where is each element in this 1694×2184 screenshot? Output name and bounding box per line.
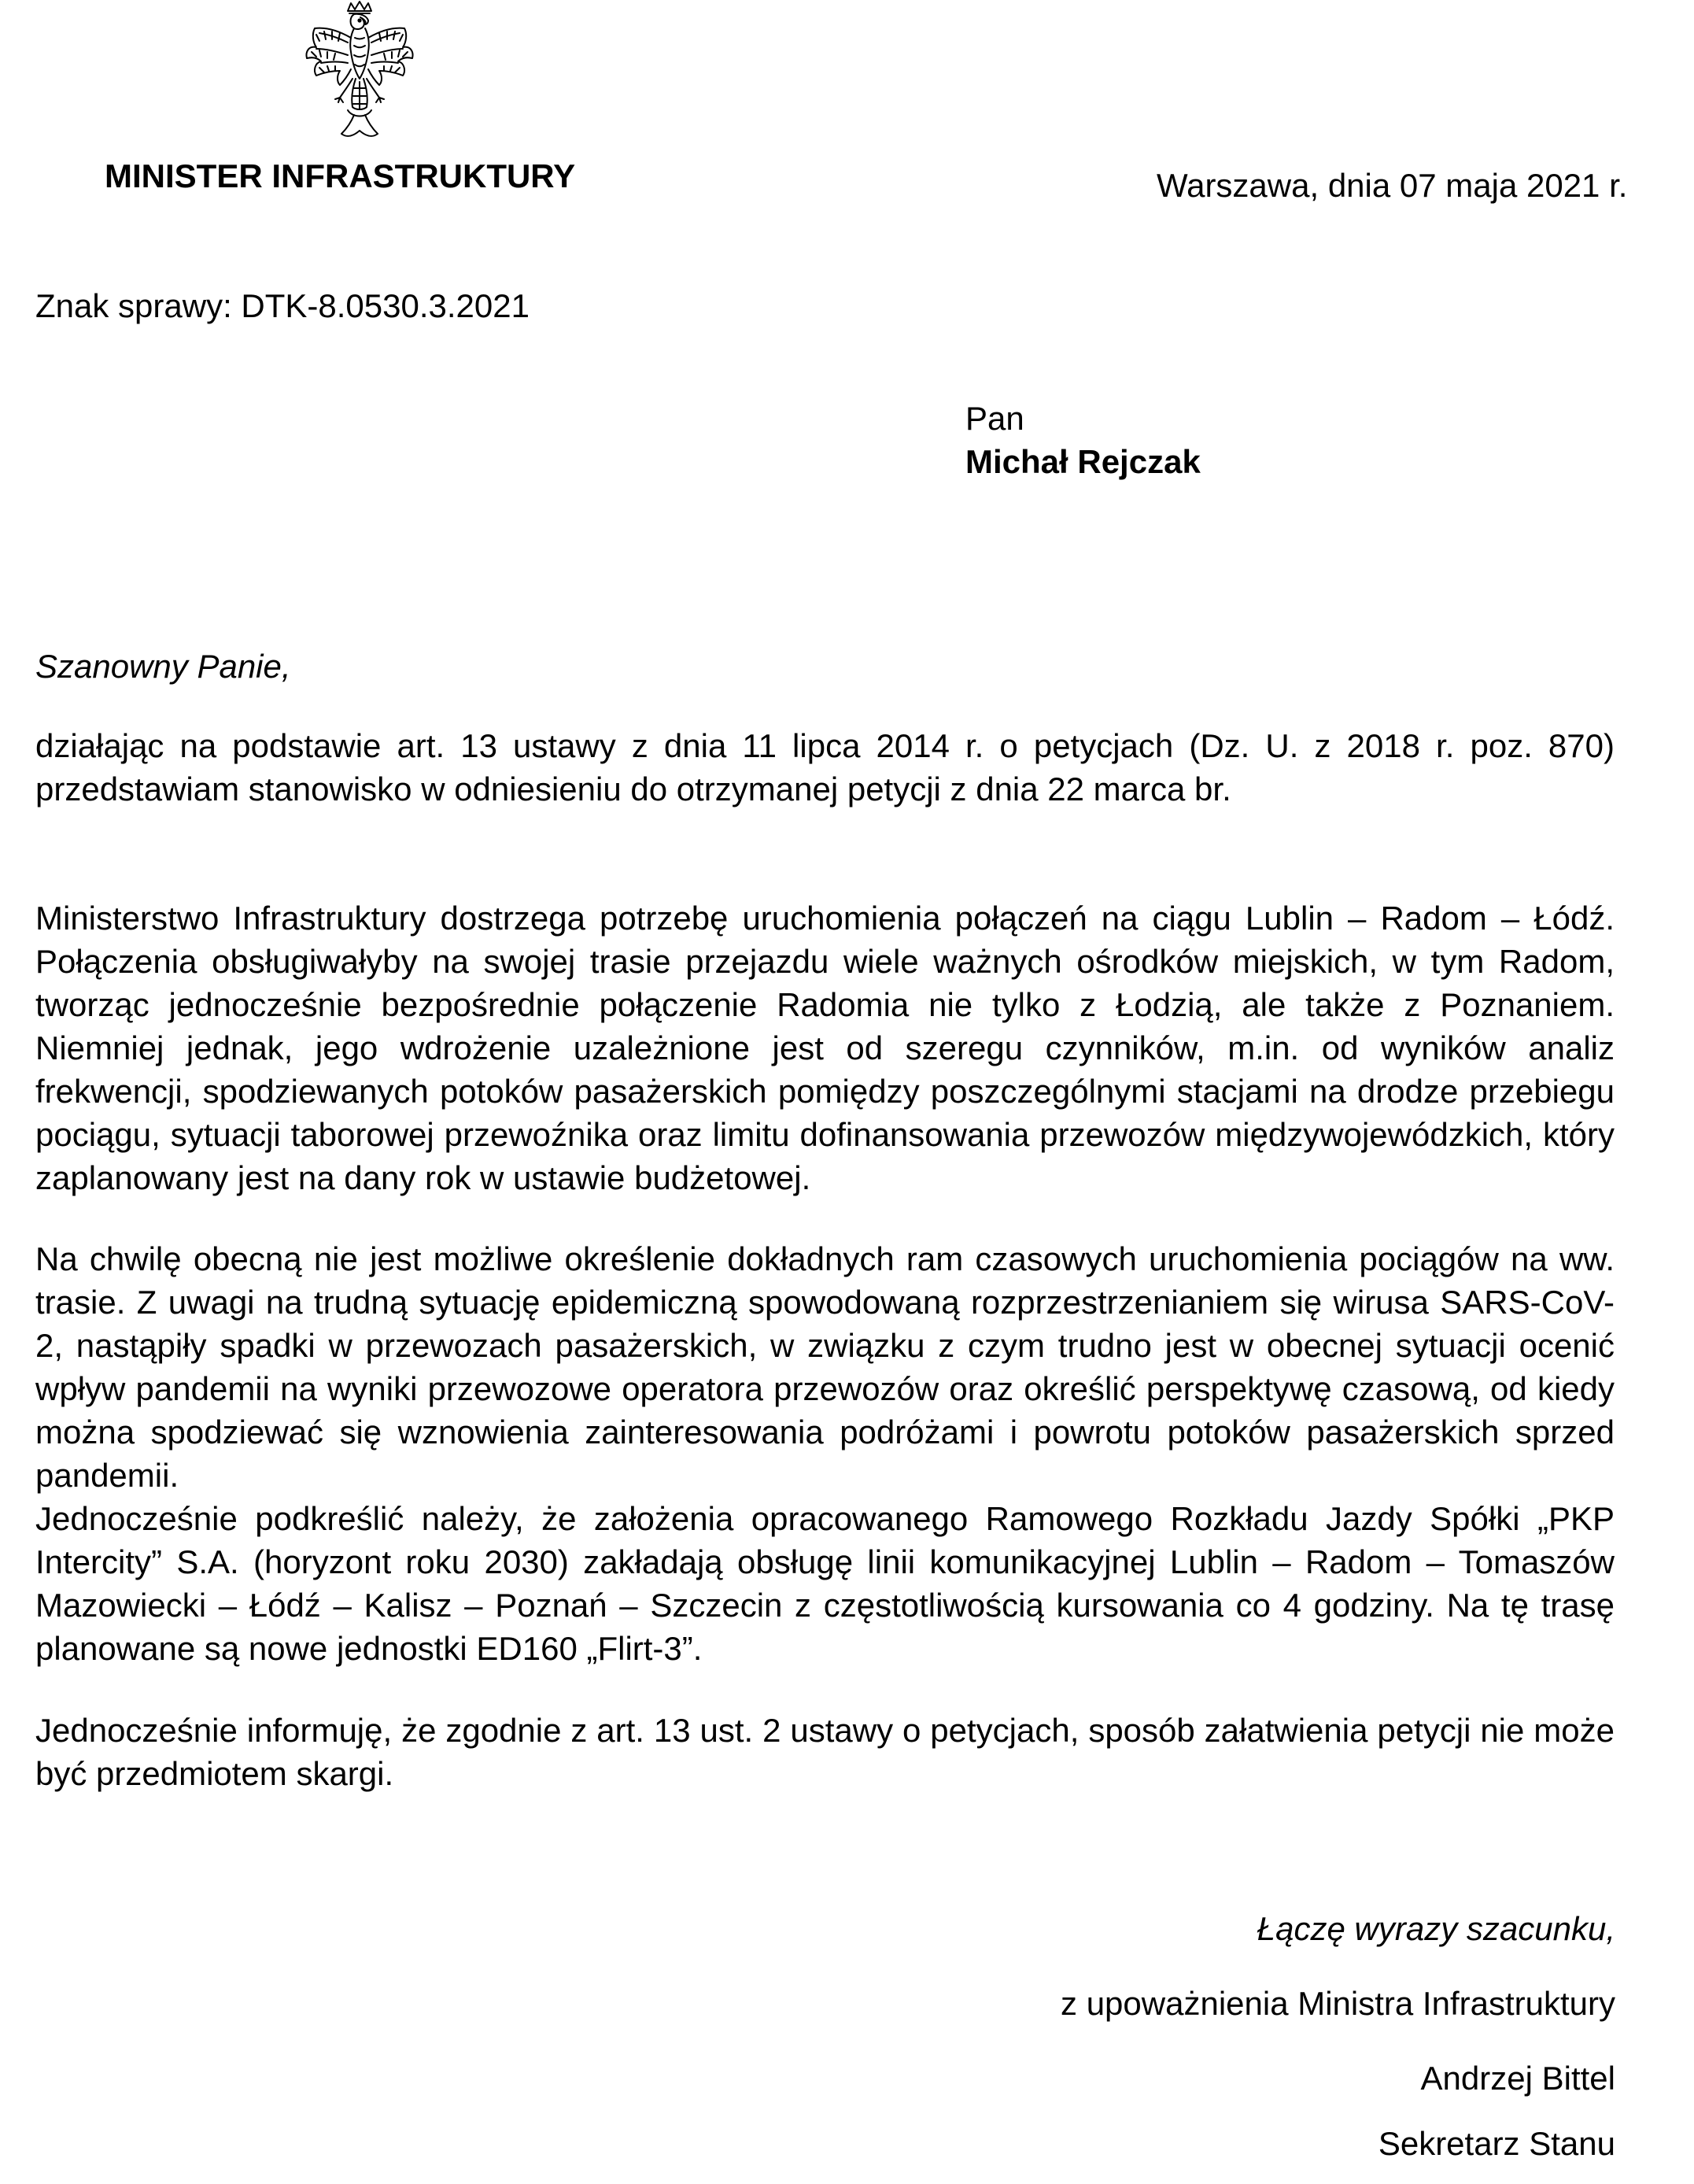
recipient-title: Pan bbox=[965, 400, 1024, 437]
ministry-name: MINISTER INFRASTRUKTURY bbox=[105, 157, 576, 194]
recipient-block bbox=[965, 397, 1201, 483]
closing-regards: Łączę wyrazy szacunku, bbox=[1257, 1910, 1615, 1947]
closing-authorization: z upoważnienia Ministra Infrastruktury bbox=[1061, 1985, 1615, 2022]
paragraph-3: Na chwilę obecną nie jest możliwe określenie dokładnych ram czasowych uruchomienia pociągów na ww. trasie. Z uwagi na trudną sytuację epidemiczną spowodowaną rozprzestrzenianiem się wirusa SARS-CoV-2, nastąpiły spadki w przewozach pasażerskich, w związku z czym trudno jest w obecnej sytuacji ocenić wpływ pandemii na wyniki przewozowe operatora przewozów oraz określić perspektywę czasową, od kiedy można spodziewać się wznowienia zainteresowania podróżami i powrotu potoków pasażerskich sprzed pandemii. bbox=[35, 1240, 1615, 1494]
paragraph-5: Jednocześnie informuję, że zgodnie z art. 13 ust. 2 ustawy o petycjach, sposób załatwienia petycji nie może być przedmiotem skargi. bbox=[35, 1712, 1615, 1792]
paragraph-2: Ministerstwo Infrastruktury dostrzega potrzebę uruchomienia połączeń na ciągu Lublin – Radom – Łódź. Połączenia obsługiwałyby na swojej trasie przejazdu wiele ważnych ośrodków miejskich, w tym Radom, tworząc jednocześnie bezpośrednie połączenie Radomia nie tylko z Łodzią, ale także z Poznaniem. Niemniej jednak, jego wdrożenie uzależnione jest od szeregu czynników, m.in. od wyników analiz frekwencji, spodziewanych potoków pasażerskich pomiędzy poszczególnymi stacjami na drodze przebiegu pociągu, sytuacji taborowej przewoźnika oraz limitu dofinansowania przewozów międzywojewódzkich, który zaplanowany jest na dany rok w ustawie budżetowej. bbox=[35, 900, 1615, 1196]
signatory-title: Sekretarz Stanu bbox=[1378, 2125, 1615, 2162]
polish-white-eagle-emblem-icon bbox=[285, 0, 434, 150]
case-number: Znak sprawy: DTK-8.0530.3.2021 bbox=[35, 287, 530, 324]
recipient-name: Michał Rejczak bbox=[965, 443, 1201, 480]
paragraph-1: działając na podstawie art. 13 ustawy z dnia 11 lipca 2014 r. o petycjach (Dz. U. z 2018 r. poz. 870) przedstawiam stanowisko w odniesieniu do otrzymanej petycji z dnia 22 marca br. bbox=[35, 727, 1615, 807]
date-line: Warszawa, dnia 07 maja 2021 r. bbox=[1157, 167, 1628, 204]
salutation: Szanowny Panie, bbox=[35, 648, 291, 685]
signatory-name: Andrzej Bittel bbox=[1420, 2060, 1615, 2097]
paragraph-4: Jednocześnie podkreślić należy, że założenia opracowanego Ramowego Rozkładu Jazdy Spółki „PKP Intercity” S.A. (horyzont roku 2030) zakładają obsługę linii komunikacyjnej Lublin – Radom – Tomaszów Mazowiecki – Łódź – Kalisz – Poznań – Szczecin z częstotliwością kursowania co 4 godziny. Na tę trasę planowane są nowe jednostki ED160 „Flirt-3”. bbox=[35, 1500, 1615, 1667]
